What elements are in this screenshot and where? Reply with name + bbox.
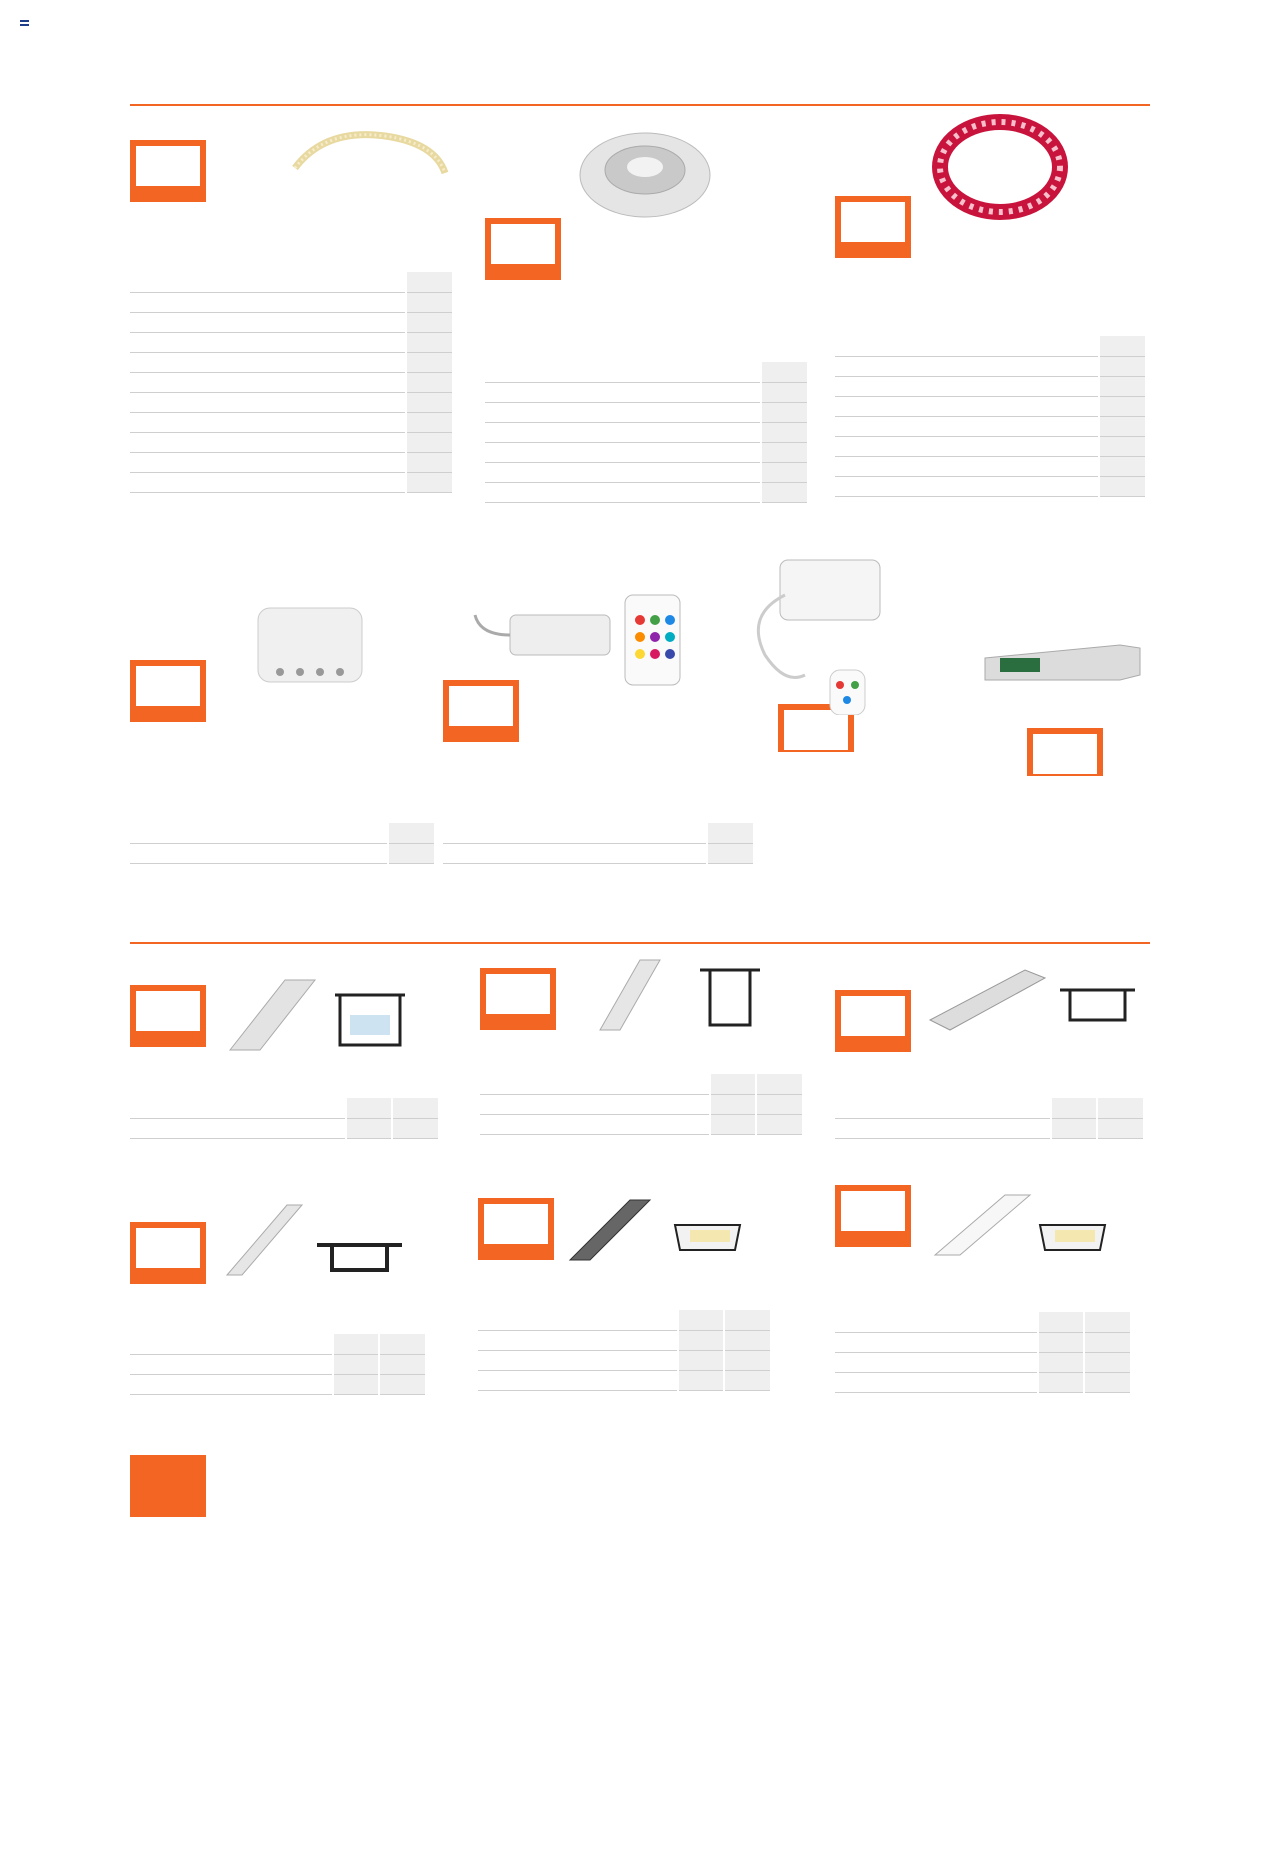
table-row	[835, 376, 1145, 396]
table-row	[835, 416, 1145, 436]
wifi-controller-image	[745, 555, 895, 715]
price-badge	[478, 1198, 554, 1260]
price-badge	[130, 1222, 206, 1284]
table-row	[485, 422, 807, 442]
product-table	[485, 348, 807, 503]
table-row	[480, 1114, 802, 1134]
table-row	[835, 1312, 1130, 1332]
table-row	[130, 432, 452, 452]
table-row	[478, 1330, 770, 1350]
table-row	[130, 472, 452, 492]
profile-23x13-image	[225, 960, 430, 1060]
table-row	[130, 352, 452, 372]
product-table	[835, 322, 1145, 497]
price-badge	[835, 990, 911, 1052]
product-table	[443, 809, 753, 864]
table-row	[130, 332, 452, 352]
table-row	[835, 1118, 1143, 1138]
table-row	[835, 356, 1145, 376]
table-row	[130, 312, 452, 332]
table-row	[485, 482, 807, 502]
table-row	[485, 442, 807, 462]
price-badge	[835, 1185, 911, 1247]
profile-27x11-image	[222, 1200, 432, 1285]
table-row	[485, 462, 807, 482]
product-table	[478, 1296, 770, 1391]
table-row	[130, 843, 434, 863]
table-row	[835, 436, 1145, 456]
price-badge	[485, 218, 561, 280]
table-row	[835, 476, 1145, 496]
product-table	[835, 1298, 1130, 1393]
table-row	[130, 392, 452, 412]
product-table	[130, 1084, 438, 1139]
table-row	[835, 1352, 1130, 1372]
table-row	[443, 843, 753, 863]
table-row	[835, 1332, 1130, 1352]
profile-25x13-image	[925, 960, 1140, 1040]
table-row	[485, 382, 807, 402]
header-divider	[130, 104, 1150, 106]
table-row	[835, 1098, 1143, 1118]
product-table	[130, 809, 434, 864]
table-row	[480, 1074, 802, 1094]
led-strip-warm-image	[285, 118, 455, 188]
profile-17x7-white-image	[920, 1180, 1145, 1270]
profile-36x27-image	[590, 950, 790, 1040]
table-row	[835, 336, 1145, 356]
section-divider	[130, 942, 1150, 944]
table-row	[478, 1310, 770, 1330]
price-badge	[130, 985, 206, 1047]
table-row	[835, 396, 1145, 416]
table-row	[478, 1350, 770, 1370]
table-row	[130, 412, 452, 432]
sealant-tube-image	[980, 640, 1145, 690]
table-row	[130, 1334, 425, 1354]
price-badge	[835, 196, 911, 258]
profile-17x7-alu-image	[565, 1180, 770, 1270]
price-badge	[130, 660, 206, 722]
price-badge	[480, 968, 556, 1030]
table-row	[480, 1094, 802, 1114]
rgb-controller-image	[470, 585, 690, 695]
product-table	[130, 1320, 425, 1395]
table-row	[130, 452, 452, 472]
price-badge	[1027, 728, 1103, 776]
table-row	[835, 456, 1145, 476]
product-table	[835, 1084, 1143, 1139]
table-row	[130, 823, 434, 843]
table-row	[478, 1370, 770, 1390]
product-table	[480, 1060, 802, 1135]
table-row	[130, 1098, 438, 1118]
price-badge	[130, 140, 206, 202]
dimmer-module-image	[250, 600, 370, 690]
table-row	[443, 823, 753, 843]
table-row	[485, 362, 807, 382]
table-row	[485, 402, 807, 422]
table-row	[130, 1354, 425, 1374]
table-row	[130, 1118, 438, 1138]
rgb-led-reel-image	[930, 112, 1070, 222]
language-flag-icon	[20, 20, 29, 26]
led-reel-image	[570, 115, 720, 225]
product-table	[130, 258, 452, 493]
price-badge	[130, 1455, 206, 1517]
table-row	[130, 372, 452, 392]
table-row	[130, 292, 452, 312]
table-row	[130, 272, 452, 292]
table-row	[835, 1372, 1130, 1392]
table-row	[130, 1374, 425, 1394]
